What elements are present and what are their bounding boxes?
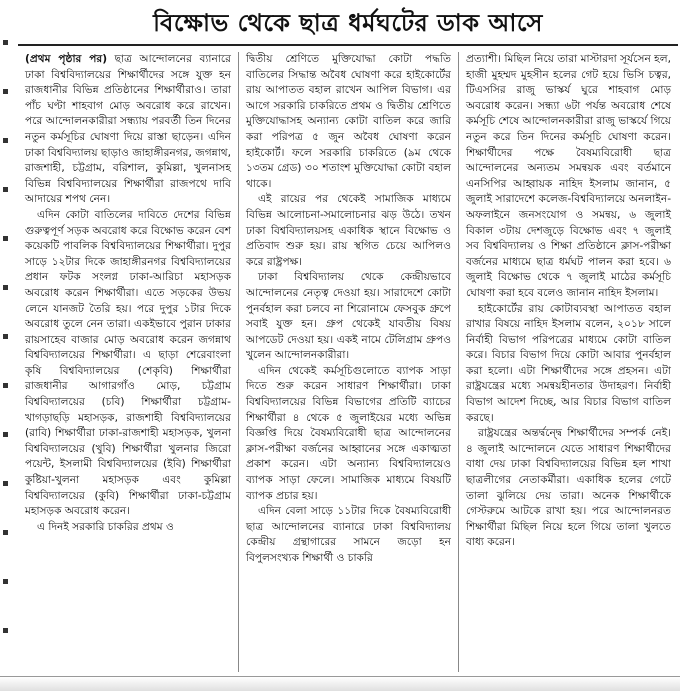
paragraph <box>246 504 451 566</box>
paragraph-text: ঢাকা বিশ্ববিদ্যালয় থেকে কেন্দ্রীয়ভাবে আন্দোলনের নেতৃত্ব দেওয়া হয়। সারাদেশে কোটা পুনর্বহাল করা চলবে না শিরোনামে ফেসবুক গ্রুপে সবাই যুক্ত হন। গ্রুপ থেকেই যাবতীয় বিষয় আপডেট দেওয়া হয়। একই নামে টেলিগ্রাম গ্রুপও খুলেন আন্দোলনকারীরা। <box>245 271 451 362</box>
article-column-2 <box>238 52 458 672</box>
article-column-1 <box>18 52 238 672</box>
paragraph <box>246 270 451 364</box>
paragraph <box>246 192 451 270</box>
paragraph <box>466 426 671 551</box>
paragraph <box>246 52 451 192</box>
paragraph <box>25 52 231 208</box>
paragraph-text: ছাত্র আন্দোলনের ব্যানারে ঢাকা বিশ্ববিদ্যালয়ের শিক্ষার্থীদের সঙ্গে যুক্ত হন রাজধানীর বিভিন্ন প্রতিষ্ঠানের শিক্ষার্থীরাও। তারা পাঁচ ঘণ্টা শাহবাগ মোড় অবরোধ করে রাখেন। পরে আন্দোলনকারীরা সন্ধ্যায় পরবর্তী তিন দিনের নতুন কর্মসূচির ঘোষণা দিয়ে রাস্তা ছাড়েন। এদিন ঢাকা বিশ্ববিদ্যালয় ছাড়াও জাহাঙ্গীরনগর, জগন্নাথ, রাজশাহী, চট্টগ্রাম, বরিশাল, কুমিল্লা, খুলনাসহ বিভিন্ন বিশ্ববিদ্যালয়ের শিক্ষার্থীরা রাজপথে দাবি আদায়ের শপথ নেন। <box>25 53 231 206</box>
paragraph-text: এই রায়ের পর থেকেই সামাজিক মাধ্যমে বিভিন্ন আলোচনা-সমালোচনার ঝড় উঠে। তখন ঢাকা বিশ্ববিদ্যালয়সহ একাধিক স্থানে বিক্ষোভ ও প্রতিবাদ শুরু হয়। রায় স্থগিত চেয়ে আপিলও করে রাষ্ট্রপক্ষ। <box>245 193 451 268</box>
paragraph-text: এ দিনই সরকারি চাকরির প্রথম ও <box>37 520 174 533</box>
article-column-3 <box>458 52 678 672</box>
page-bottom-edge <box>0 676 680 691</box>
paragraph-text: প্রত্যাশী। মিছিল নিয়ে তারা মাস্টারদা সূর্যসেন হল, হাজী মুহম্মদ মুহসীন হলের গেট হয়ে ভিসি চত্বর, টিএসসির রাজু ভাস্কর্য ঘুরে শাহবাগ মোড় অবরোধ করেন। সন্ধ্যা ৬টা পর্যন্ত অবরোধ শেষে কর্মসূচি শেষে আন্দোলনকারীরা রাজু ভাস্কর্যে গিয়ে নতুন করে তিন দিনের কর্মসূচি ঘোষণা করেন। শিক্ষার্থীদের পক্ষে বৈষম্যবিরোধী ছাত্র আন্দোলনের অন্যতম সমন্বয়ক এবং বর্তমানে এনসিপির আহ্বায়ক নাহিদ ইসলাম জানান, ৫ জুলাই সারাদেশে কলেজ-বিশ্ববিদ্যালয়ে অনলাইন-অফলাইনে জনসংযোগ ও সমন্বয়, ৬ জুলাই বিকাল ৩টায় দেশজুড়ে বিক্ষোভ এবং ৭ জুলাই সব বিশ্ববিদ্যালয় ও শিক্ষা প্রতিষ্ঠানে ক্লাস-পরীক্ষা বর্জনের মাধ্যমে ছাত্র ধর্মঘট পালন করা হবে। ৬ জুলাই বিক্ষোভ থেকে ৭ জুলাই মাঠের কর্মসূচি ঘোষণা করা হবে বলেও জানান নাহিদ ইসলাম। <box>466 53 672 299</box>
paragraph-text: এদিন থেকেই কর্মসূচিগুলোতে ব্যাপক সাড়া দিতে শুরু করেন সাধারণ শিক্ষার্থীরা। ঢাকা বিশ্ববিদ্যালয়ের বিভিন্ন বিভাগের প্রতিটি ব্যাচের শিক্ষার্থীরা ৪ থেকে ৫ জুলাইয়ের মধ্যে অভিন্ন বিজ্ঞপ্তি দিয়ে বৈষম্যবিরোধী ছাত্র আন্দোলনের ক্লাস-পরীক্ষা বর্জনের আহ্বানের সঙ্গে একাত্মতা প্রকাশ করেন। এটা অন্যান্য বিশ্ববিদ্যালয়েও ব্যাপক সাড়া ফেলে। সামাজিক মাধ্যমে বিষয়টি ব্যাপক প্রচার হয়। <box>245 364 451 502</box>
paragraph-text: হাইকোর্টের রায় কোটাব্যবস্থা আপাতত বহাল রাখার বিষয়ে নাহিদ ইসলাম বলেন, ২০১৮ সালে নির্বাহী বিভাগ পরিপত্রের মাধ্যমে কোটা বাতিল করে। বিচার বিভাগ দিয়ে কোটা আবার পুনর্বহাল করা হলো। এটা শিক্ষার্থীদের সঙ্গে প্রহসন। এটা রাষ্ট্রযন্ত্রের মধ্যে সমন্বয়হীনতার উদাহরণ। নির্বাহী বিভাগ আদেশ দিচ্ছে, আর বিচার বিভাগ বাতিল করছে। <box>466 302 672 424</box>
paragraph <box>466 302 671 427</box>
paragraph-text: এদিন বেলা সাড়ে ১১টার দিকে বৈষম্যবিরোধী ছাত্র আন্দোলনের ব্যানারে ঢাকা বিশ্ববিদ্যালয় কেন্দ্রীয় গ্রন্থাগারের সামনে জড়ো হন বিপুলসংখ্যক শিক্ষার্থী ও চাকরি <box>245 505 451 564</box>
paragraph-text: রাষ্ট্রযন্ত্রের অন্তর্দ্বন্দ্বে শিক্ষার্থীদের সম্পর্ক নেই। ৪ জুলাই আন্দোলনে যেতে সাধারণ শিক্ষার্থীদের বাধা দেয় ঢাকা বিশ্ববিদ্যালয়ের বিভিন্ন হল শাখা ছাত্রলীগের নেতাকর্মীরা। একাধিক হলের গেটে তালা ঝুলিয়ে দেয় তারা। অনেক শিক্ষার্থীকে গেস্টরুমে আটকে রাখা হয়। পরে আন্দোলনরত শিক্ষার্থীরা মিছিল নিয়ে হলে গিয়ে তালা খুলতে বাধ্য করেন। <box>466 427 672 549</box>
paragraph <box>25 208 231 520</box>
paragraph <box>466 52 671 302</box>
paragraph <box>25 520 231 536</box>
paragraph-text: এদিন কোটা বাতিলের দাবিতে দেশের বিভিন্ন গুরুত্বপূর্ণ সড়ক অবরোধ করে বিক্ষোভ করেন বেশ কয়েকটি পাবলিক বিশ্ববিদ্যালয়ের শিক্ষার্থীরা। দুপুর সাড়ে ১২টার দিকে জাহাঙ্গীরনগর বিশ্ববিদ্যালয়ের প্রধান ফটক সংলগ্ন ঢাকা-আরিচা মহাসড়ক অবরোধ করেন শিক্ষার্থীরা। এতে সড়কের উভয় লেনে যানজট তৈরি হয়। পরে দুপুর ১টার দিকে অবরোধ তুলে নেন তারা। একইভাবে পুরান ঢাকার রায়সাহেব বাজার মোড় অবরোধ করেন জগন্নাথ বিশ্ববিদ্যালয়ের শিক্ষার্থীরা। এ ছাড়া শেরেবাংলা কৃষি বিশ্ববিদ্যালয়ের (শেকৃবি) শিক্ষার্থীরা রাজধানীর আগারগাঁও মোড়, চট্টগ্রাম বিশ্ববিদ্যালয়ের (চবি) শিক্ষার্থীরা চট্টগ্রাম-খাগড়াছড়ি মহাসড়ক, রাজশাহী বিশ্ববিদ্যালয়ের (রাবি) শিক্ষার্থীরা ঢাকা-রাজশাহী মহাসড়ক, খুলনা বিশ্ববিদ্যালয়ের (খুবি) শিক্ষার্থীরা খুলনার জিরো পয়েন্ট, ইসলামী বিশ্ববিদ্যালয়ের (ইবি) শিক্ষার্থীরা কুষ্টিয়া-খুলনা মহাসড়ক এবং কুমিল্লা বিশ্ববিদ্যালয়ের (কুবি) শিক্ষার্থীরা ঢাকা-চট্টগ্রাম মহাসড়ক অবরোধ করেন। <box>25 208 231 518</box>
paragraph <box>246 364 451 504</box>
paragraph-text: দ্বিতীয় শ্রেণিতে মুক্তিযোদ্ধা কোটা পদ্ধতি বাতিলের সিদ্ধান্ত অবৈধ ঘোষণা করে হাইকোর্টের রায় আপাতত বহাল রাখেন আপিল বিভাগ। এর আগে সরকারি চাকরিতে প্রথম ও দ্বিতীয় শ্রেণিতে মুক্তিযোদ্ধাসহ অন্যান্য কোটা বাতিল করে জারি করা পরিপত্র ৫ জুন অবৈধ ঘোষণা করেন হাইকোর্ট। ফলে সরকারি চাকরিতে (৯ম থেকে ১৩তম গ্রেড) ৩০ শতাংশ মুক্তিযোদ্ধা কোটা বহাল থাকে। <box>245 53 451 190</box>
article-headline: বিক্ষোভ থেকে ছাত্র ধর্মঘটের ডাক আসে <box>18 4 678 46</box>
continuation-kicker: (প্রথম পৃষ্ঠার পর) <box>25 53 108 65</box>
article-body <box>18 52 678 672</box>
column-margin-marks <box>0 40 12 690</box>
